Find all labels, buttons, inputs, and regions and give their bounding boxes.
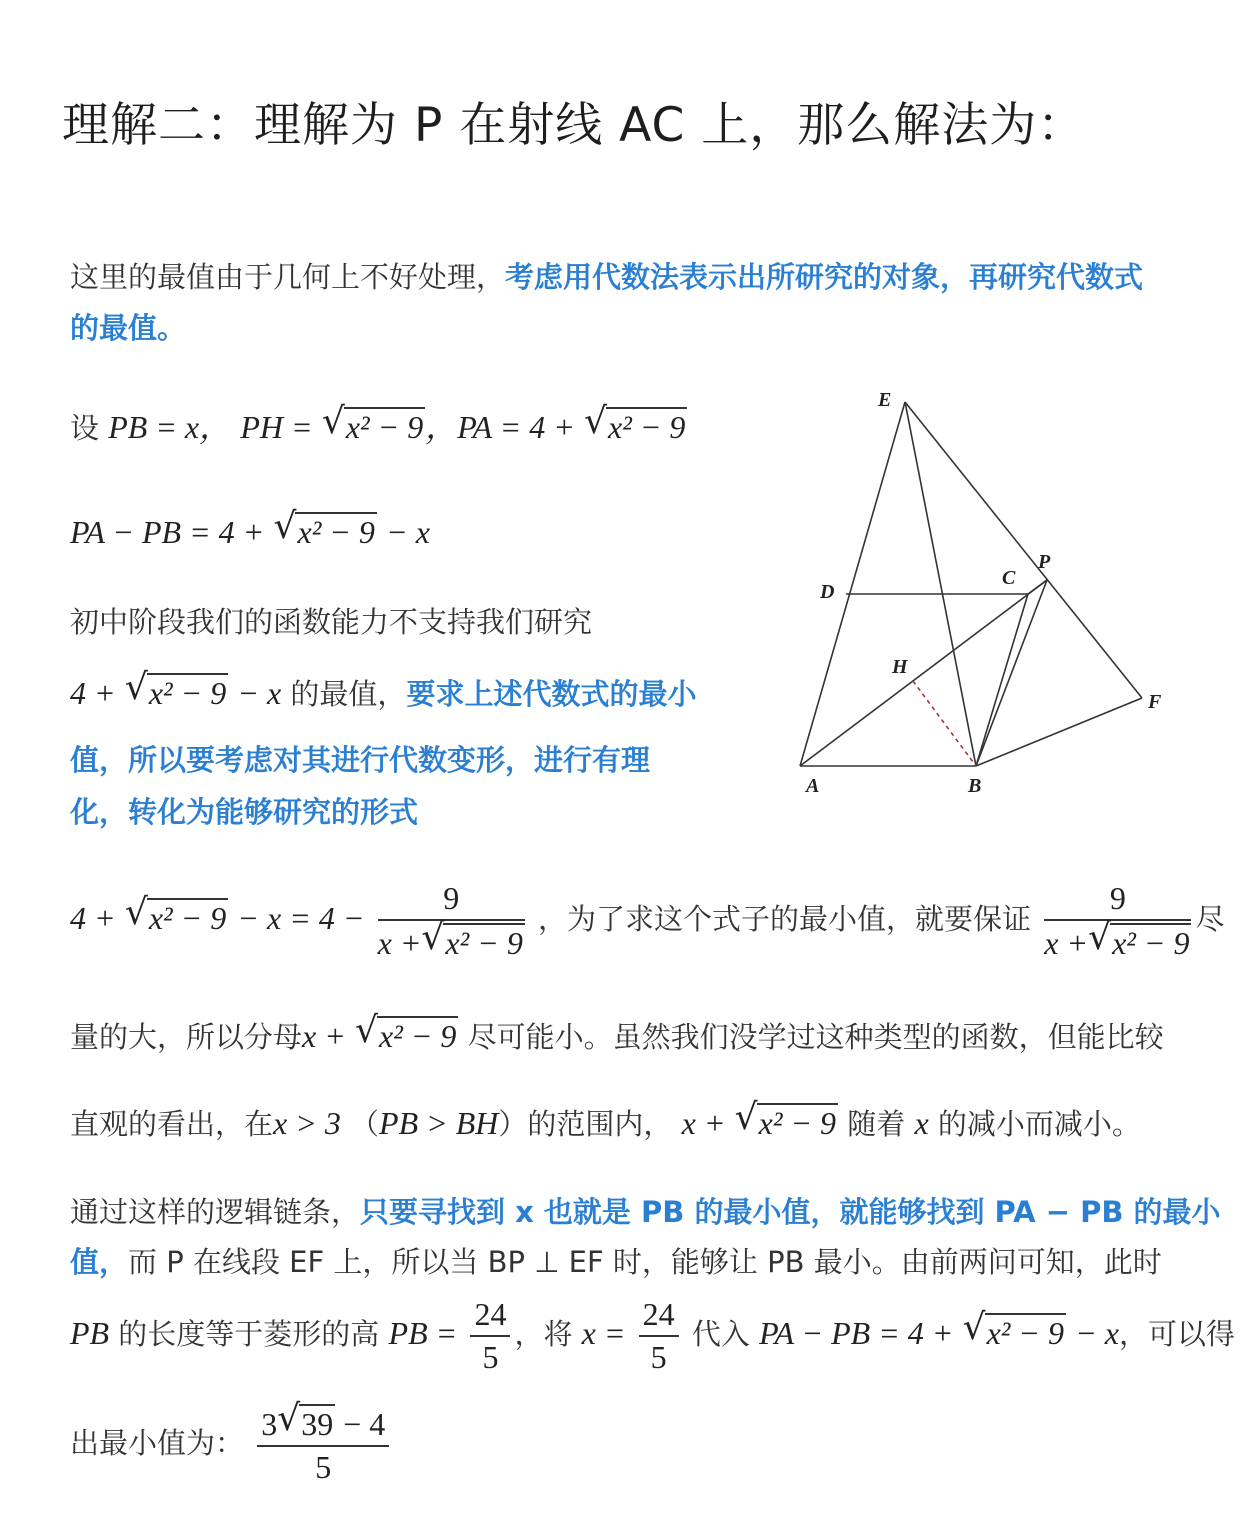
difference-line [70, 506, 430, 551]
label-D: D [820, 581, 835, 603]
p4-text: 出最小值为： [70, 1426, 245, 1460]
segment-BP [976, 580, 1047, 766]
fraction: $\frac{24}{5}$ [470, 1296, 510, 1376]
fraction: $\frac{24}{5}$ [639, 1296, 679, 1376]
segment-BF [976, 698, 1142, 766]
para2-line-2 [70, 667, 697, 713]
setup-ph: PH = [240, 409, 313, 445]
intro-plain: 这里的最值由于几何上不好处理， [70, 260, 506, 294]
para2-highlight-3: 值，所以要考虑对其进行代数变形，进行有理 [70, 743, 651, 777]
para2-math: 4 + [70, 675, 116, 711]
p3-text: 的减小而减小。 [928, 1107, 1141, 1141]
sqrt-expr: √ x² − 9 [124, 667, 227, 711]
label-H: H [892, 656, 908, 678]
p4-text: 代入 [682, 1317, 760, 1351]
setup-pb: PB = x， [108, 409, 232, 445]
intro-highlight-2: 的最值。 [70, 311, 187, 345]
p4-math: PA − PB = 4 + [759, 1315, 954, 1351]
p4-text: 而 P 在线段 EF 上，所以当 BP ⊥ EF 时，能够让 PB 最小。由前两问可知，此时 [128, 1245, 1162, 1279]
para4-line-3 [70, 1296, 1235, 1376]
segment-EF [905, 402, 1142, 698]
para4-line-1 [70, 1190, 1221, 1231]
section-heading: 理解二：理解为 P 在射线 AC 上，那么解法为： [62, 98, 1086, 153]
diff-lhs: PA − PB = 4 + [70, 514, 265, 550]
transform-mid: − x = 4 − [237, 900, 365, 936]
p4-math: x = [581, 1315, 626, 1351]
setup-label: 设 [70, 411, 100, 445]
p4-text: ，将 [514, 1317, 582, 1351]
sqrt-expr: √ x² − 9 [124, 892, 227, 936]
sqrt-expr: √ x² − 9 [734, 1097, 837, 1141]
segment-HB-dashed [913, 681, 976, 766]
p3-math: PB > BH [379, 1105, 499, 1141]
para2-line-3 [70, 738, 650, 779]
p3-text: ）的范围内， [498, 1107, 673, 1141]
para2-highlight: 要求上述代数式的最小 [406, 677, 697, 711]
para2-line-4 [70, 790, 418, 831]
p3-math: x [914, 1105, 929, 1141]
p4-math: PB [70, 1315, 110, 1351]
label-B: B [968, 775, 982, 797]
para4-line-2 [70, 1240, 1162, 1281]
intro-line-1 [70, 255, 1143, 296]
sqrt-expr: √ x² − 9 [962, 1307, 1064, 1351]
setup-line [70, 402, 687, 448]
p4-math: − x [1075, 1315, 1119, 1351]
p3-math: x + [681, 1105, 726, 1141]
transform-text: ，为了求这个式子的最小值，就要保证 [538, 902, 1032, 936]
setup-pa: ，PA = 4 + [425, 409, 575, 445]
p4-math: PB = [388, 1315, 458, 1351]
label-F: F [1148, 691, 1162, 713]
para3-line-2 [70, 1097, 1141, 1143]
para2-plain: 的最值， [281, 677, 407, 711]
para2-line-1: 初中阶段我们的函数能力不支持我们研究 [70, 605, 593, 639]
label-E: E [878, 389, 892, 411]
para2-math-tail: − x [237, 675, 282, 711]
p3-text: 量的大，所以分母 [70, 1020, 303, 1054]
sqrt-expr: √ x² − 9 [273, 506, 375, 550]
sqrt-expr: √ x² − 9 [584, 401, 686, 445]
para2-highlight-4: 化，转化为能够研究的形式 [70, 795, 419, 829]
segment-BC [976, 594, 1028, 766]
p4-text: 通过这样的逻辑链条， [70, 1195, 361, 1229]
label-P: P [1038, 551, 1051, 573]
para3-line-1 [70, 1010, 1164, 1056]
fraction: 9 x + √ x² − 9 [377, 880, 523, 961]
intro-line-2 [70, 306, 186, 347]
transform-lhs: 4 + [70, 900, 116, 936]
p4-text: ，可以得 [1119, 1317, 1236, 1351]
label-A: A [806, 775, 820, 797]
para4-line-4 [70, 1398, 393, 1486]
diff-tail: − x [386, 514, 430, 550]
geometry-figure [770, 370, 1190, 810]
fraction: 9 x + √ x² − 9 [1044, 880, 1190, 961]
label-C: C [1002, 567, 1016, 589]
p3-text: （ [350, 1107, 380, 1141]
p3-text: 随着 [838, 1107, 906, 1141]
segment-EB [905, 402, 976, 766]
intro-highlight: 考虑用代数法表示出所研究的对象，再研究代数式 [505, 260, 1144, 294]
p3-text: 直观的看出，在 [70, 1107, 274, 1141]
sqrt-expr: √ x² − 9 [355, 1010, 457, 1054]
transform-end: 尽 [1195, 902, 1225, 936]
answer-fraction: 3 √ 39 − 4 5 [257, 1404, 389, 1486]
p4-highlight: 值， [70, 1245, 129, 1279]
p3-math: x + [302, 1018, 346, 1054]
p3-text: 尽可能小。虽然我们没学过这种类型的函数，但能比较 [458, 1020, 1164, 1054]
p3-math: x > 3 [273, 1105, 341, 1141]
sqrt-expr: √ x² − 9 [321, 401, 424, 445]
p4-highlight: 只要寻找到 x 也就是 PB 的最小值，就能够找到 PA − PB 的最小 [360, 1195, 1221, 1229]
segment-AP [800, 580, 1047, 766]
p4-text: 的长度等于菱形的高 [109, 1317, 389, 1351]
segment-EA [800, 402, 905, 766]
transform-line [70, 880, 1224, 962]
